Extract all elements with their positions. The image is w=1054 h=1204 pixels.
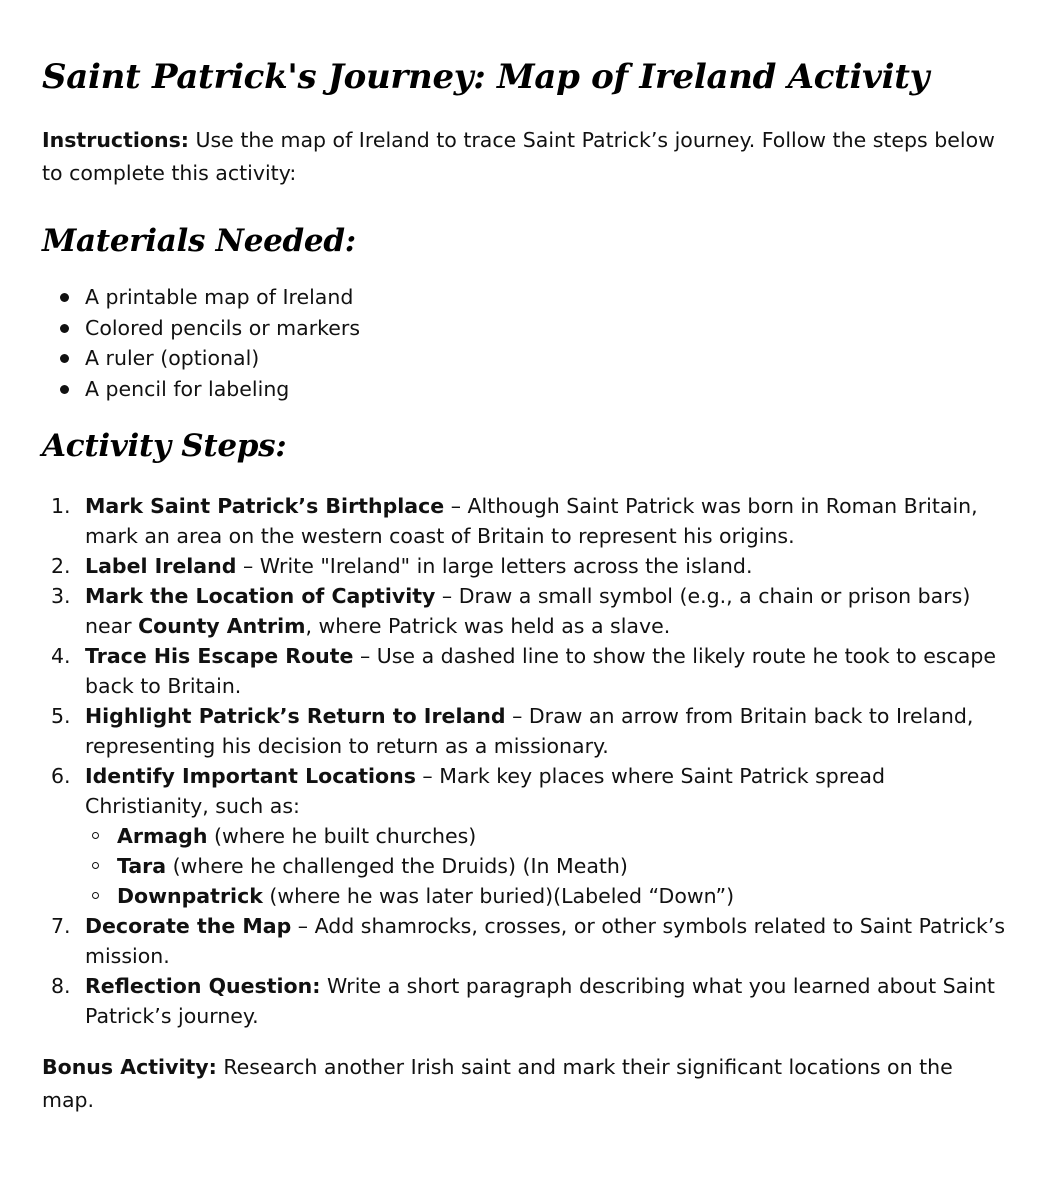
location-item — [85, 851, 1007, 881]
step-number: 2. — [51, 554, 71, 578]
step-text: – Draw a small symbol (e.g., a chain or prison bars) near — [85, 584, 971, 638]
page-title: Saint Patrick's Journey: Map of Ireland Activity — [42, 57, 930, 97]
locations-sublist — [85, 821, 1007, 911]
step-text: Write a short paragraph describing what you learned about Saint Patrick’s journey. — [85, 974, 995, 1028]
location-item — [85, 821, 1007, 851]
materials-item: A pencil for labeling — [42, 374, 1007, 405]
step-item — [42, 911, 1007, 971]
materials-item: A printable map of Ireland — [42, 282, 1007, 313]
step-title: Highlight Patrick’s Return to Ireland — [85, 704, 506, 728]
step-item — [42, 701, 1007, 761]
step-emphasis: County Antrim — [138, 614, 306, 638]
instructions-text: Use the map of Ireland to trace Saint Patrick’s journey. Follow the steps below to complete this activity: — [42, 128, 995, 185]
step-title: Reflection Question: — [85, 974, 321, 998]
activity-steps-list — [42, 491, 1007, 1031]
location-item — [85, 881, 1007, 911]
step-title: Mark Saint Patrick’s Birthplace — [85, 494, 445, 518]
instructions-paragraph — [42, 124, 1007, 190]
step-item — [42, 641, 1007, 701]
bonus-text: Research another Irish saint and mark their significant locations on the map. — [42, 1055, 953, 1112]
step-number: 1. — [51, 494, 71, 518]
step-text: – Use a dashed line to show the likely route he took to escape back to Britain. — [85, 644, 996, 698]
step-item — [42, 581, 1007, 641]
step-text: – Draw an arrow from Britain back to Ireland, representing his decision to return as a missionary. — [85, 704, 974, 758]
step-text: – Write "Ireland" in large letters across the island. — [236, 554, 753, 578]
step-number: 5. — [51, 704, 71, 728]
step-number: 8. — [51, 974, 71, 998]
instructions-label: Instructions: — [42, 128, 189, 152]
location-name: Armagh — [117, 824, 208, 848]
step-text: – Although Saint Patrick was born in Roman Britain, mark an area on the western coast of Britain to represent his origins. — [85, 494, 978, 548]
step-number: 7. — [51, 914, 71, 938]
materials-list — [42, 282, 1007, 404]
step-text: – Add shamrocks, crosses, or other symbols related to Saint Patrick’s mission. — [85, 914, 1006, 968]
materials-heading: Materials Needed: — [42, 223, 356, 259]
step-number: 6. — [51, 764, 71, 788]
step-text: – Mark key places where Saint Patrick spread Christianity, such as: — [85, 764, 885, 818]
step-number: 3. — [51, 584, 71, 608]
location-name: Tara — [117, 854, 167, 878]
activity-steps-heading: Activity Steps: — [42, 428, 287, 464]
bonus-label: Bonus Activity: — [42, 1055, 217, 1079]
step-title: Identify Important Locations — [85, 764, 416, 788]
step-title: Label Ireland — [85, 554, 237, 578]
step-item — [42, 491, 1007, 551]
step-number: 4. — [51, 644, 71, 668]
step-item — [42, 551, 1007, 581]
step-title: Trace His Escape Route — [85, 644, 354, 668]
activity-document — [42, 0, 1007, 1117]
materials-item: A ruler (optional) — [42, 343, 1007, 374]
location-note: (where he challenged the Druids) (In Meath) — [166, 854, 628, 878]
step-item — [42, 761, 1007, 911]
materials-item: Colored pencils or markers — [42, 313, 1007, 344]
step-title: Mark the Location of Captivity — [85, 584, 436, 608]
bonus-paragraph — [42, 1051, 1007, 1117]
step-text-continued: , where Patrick was held as a slave. — [305, 614, 671, 638]
step-title: Decorate the Map — [85, 914, 292, 938]
location-name: Downpatrick — [117, 884, 263, 908]
step-item — [42, 971, 1007, 1031]
location-note: (where he was later buried)(Labeled “Down”) — [262, 884, 735, 908]
location-note: (where he built churches) — [207, 824, 477, 848]
